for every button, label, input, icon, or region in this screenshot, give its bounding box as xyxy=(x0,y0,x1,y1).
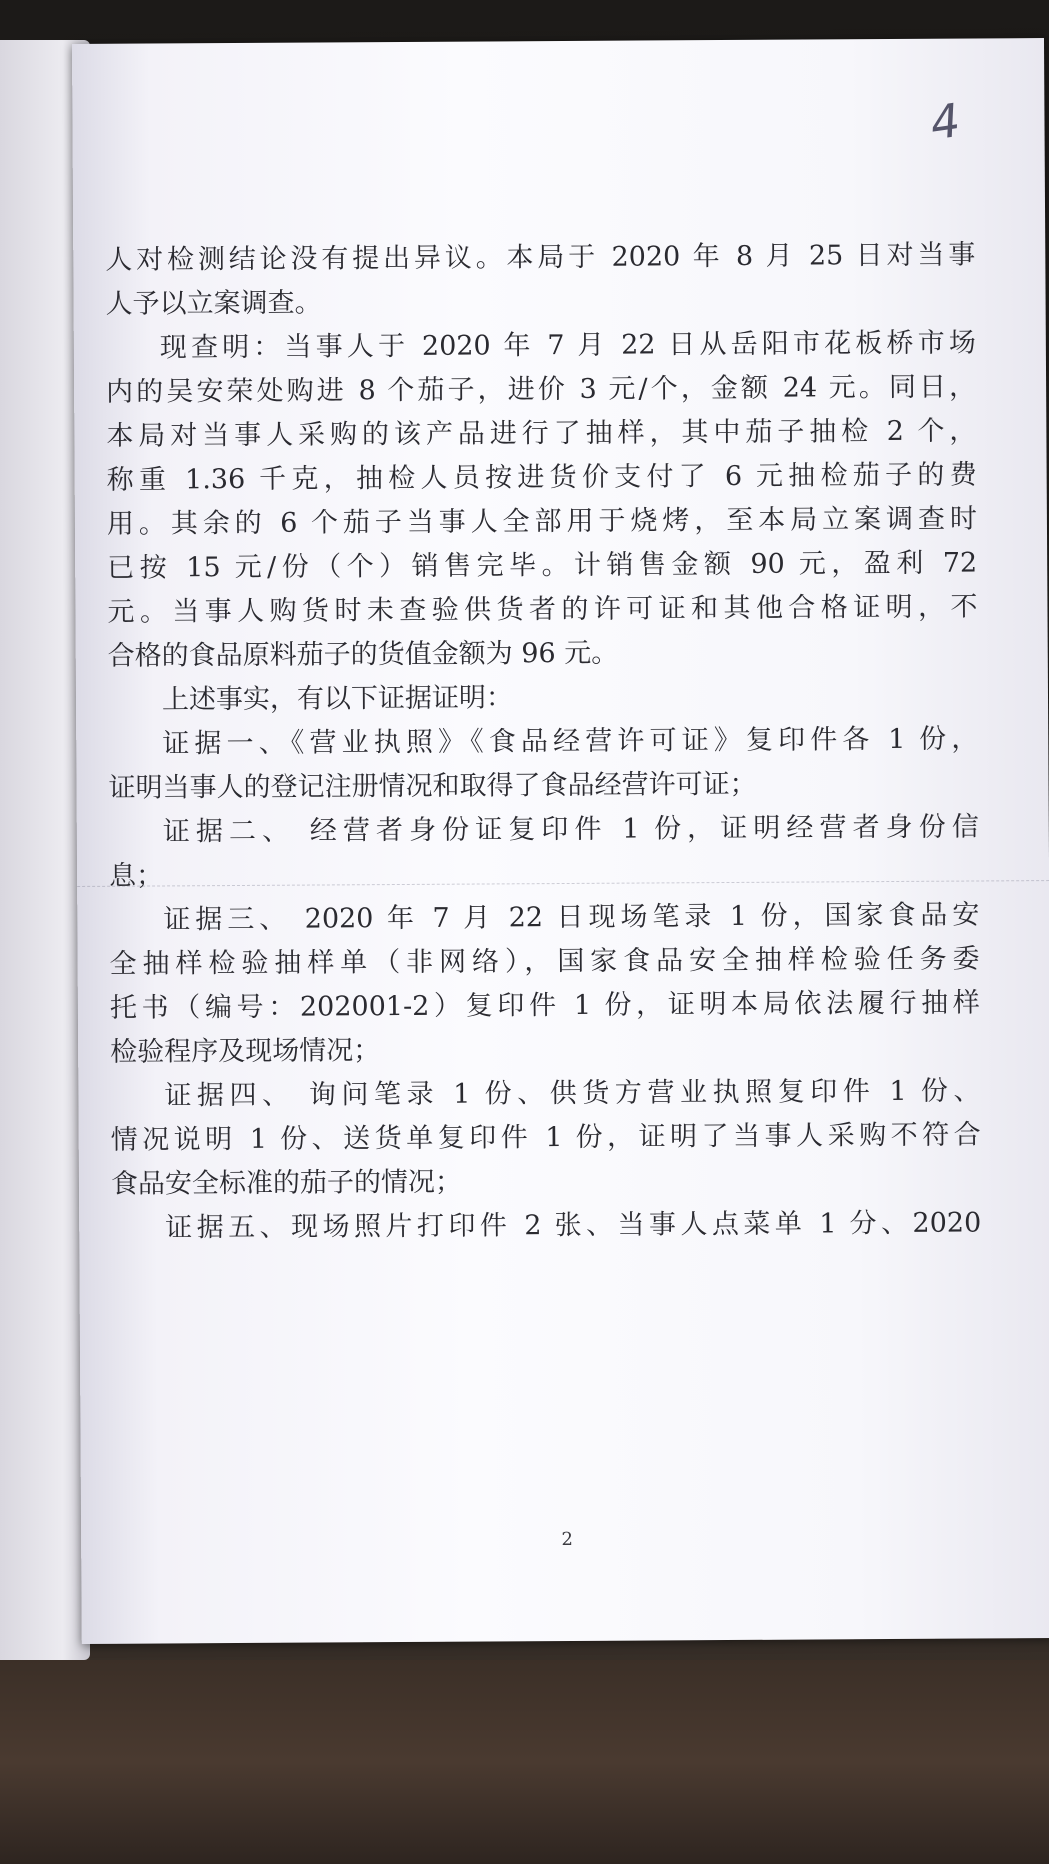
text-line: 证据四、 询问笔录 1 份、供货方营业执照复印件 1 份、 xyxy=(164,1075,981,1112)
handwritten-page-mark: 4 xyxy=(926,92,964,151)
text-line: 证明当事人的登记注册情况和取得了食品经营许可证； xyxy=(108,768,757,804)
text-line: 合格的食品原料茄子的货值金额为 96 元。 xyxy=(107,637,619,672)
text-line: 食品安全标准的茄子的情况； xyxy=(110,1166,463,1200)
table-bottom xyxy=(0,1660,1049,1864)
text-line: 托书（编号：202001-2）复印件 1 份，证明本局依法履行抽样 xyxy=(109,987,980,1024)
text-line: 内的吴安荣处购进 8 个茄子，进价 3 元/个，金额 24 元。同日， xyxy=(106,371,977,408)
text-line: 证据一、《营业执照》《食品经营许可证》复印件各 1 份， xyxy=(162,723,979,760)
text-line: 证据五、现场照片打印件 2 张、当事人点菜单 1 分、2020 xyxy=(165,1207,982,1244)
document-page xyxy=(72,38,1049,1644)
text-line: 用。其余的 6 个茄子当事人全部用于烧烤，至本局立案调查时 xyxy=(106,503,978,540)
text-line: 上述事实，有以下证据证明： xyxy=(161,682,514,716)
text-line: 证据三、 2020 年 7 月 22 日现场笔录 1 份，国家食品安 xyxy=(163,899,980,936)
page-number: 2 xyxy=(561,1528,573,1551)
text-line: 现查明：当事人于 2020 年 7 月 22 日从岳阳市花板桥市场 xyxy=(159,327,976,364)
text-line: 称重 1.36 千克，抽检人员按进货价支付了 6 元抽检茄子的费 xyxy=(106,459,977,496)
text-line: 全抽样检验抽样单（非网络），国家食品安全抽样检验任务委 xyxy=(109,943,980,980)
text-line: 情况说明 1 份、送货单复印件 1 份，证明了当事人采购不符合 xyxy=(110,1119,981,1156)
text-line: 证据二、 经营者身份证复印件 1 份，证明经营者身份信 xyxy=(162,811,979,848)
text-line: 已按 15 元/份（个）销售完毕。计销售金额 90 元，盈利 72 xyxy=(107,547,978,584)
text-line: 人予以立案调查。 xyxy=(105,287,322,320)
text-line: 息； xyxy=(108,860,164,892)
text-line: 人对检测结论没有提出异议。本局于 2020 年 8 月 25 日对当事 xyxy=(105,239,976,276)
text-line: 检验程序及现场情况； xyxy=(110,1035,381,1068)
document-text xyxy=(105,233,981,1250)
text-line: 元。当事人购货时未查验供货者的许可证和其他合格证明，不 xyxy=(107,591,978,628)
text-line: 本局对当事人采购的该产品进行了抽样，其中茄子抽检 2 个， xyxy=(106,415,977,452)
